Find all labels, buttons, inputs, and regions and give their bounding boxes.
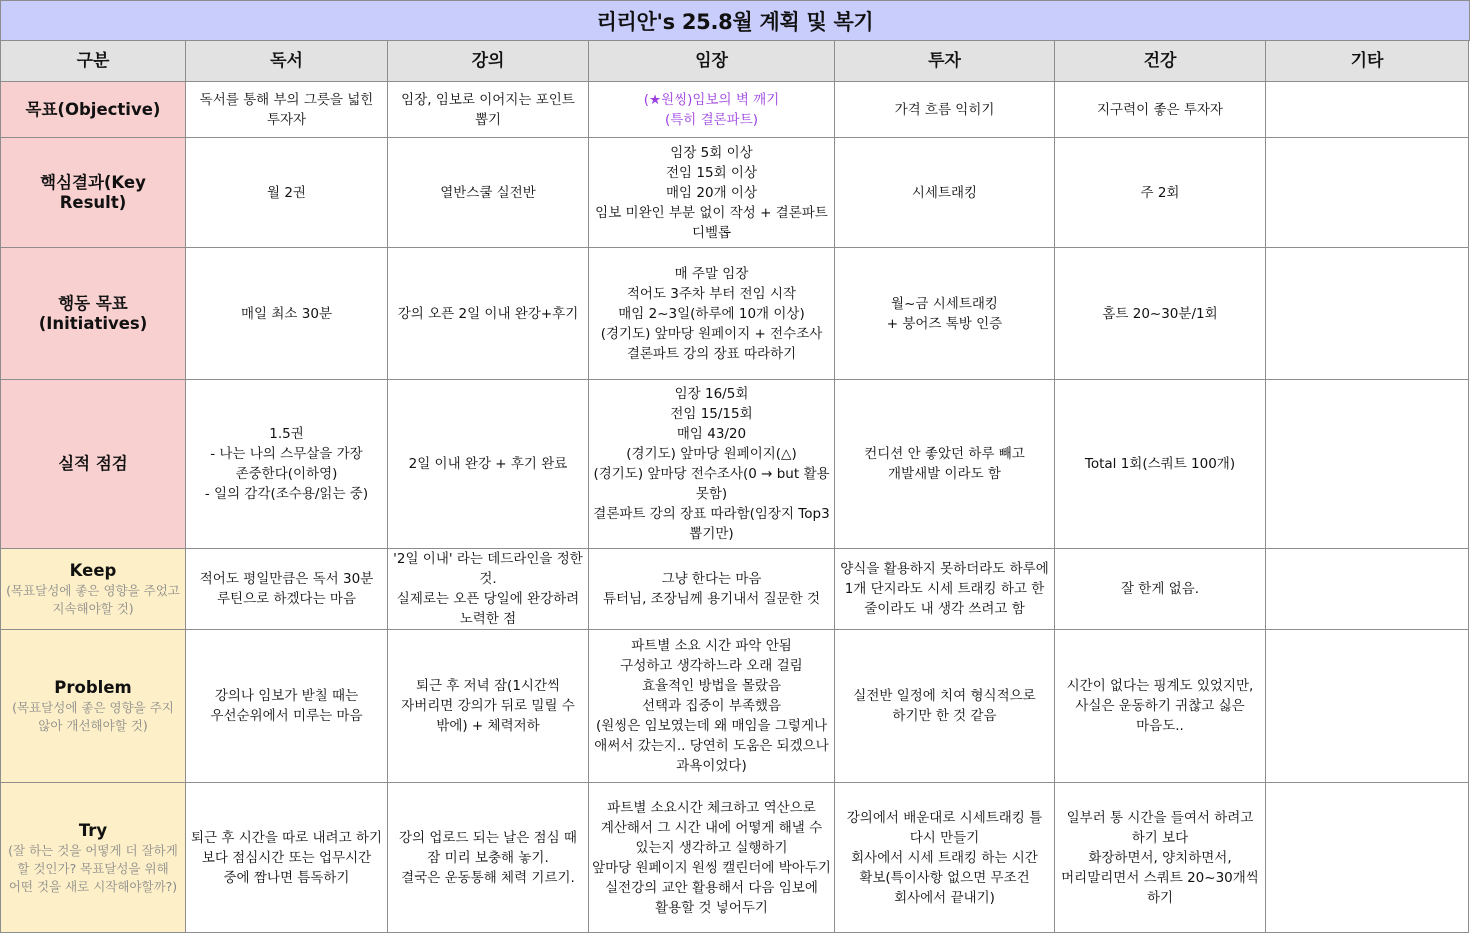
cell-initiatives-reading: 매일 최소 30분 [186,248,388,380]
row-objective [1,82,1469,138]
keep-label: Keep [69,561,117,580]
cell-initiatives-invest: 월~금 시세트래킹 + 붕어즈 톡방 인증 [835,248,1055,380]
cell-review-etc [1266,380,1469,549]
cell-objective-etc [1266,82,1469,138]
cell-try-etc [1266,783,1469,933]
row-try [1,783,1469,933]
cell-review-reading: 1.5권 - 나는 나의 스무살을 가장 존중한다(이하영) - 일의 감각(조수용/읽는 중) [186,380,388,549]
cell-review-lecture: 2일 이내 완강 + 후기 완료 [388,380,589,549]
cell-objective-reading: 독서를 통해 부의 그릇을 넓힌 투자자 [186,82,388,138]
cell-key-result-imjang: 임장 5회 이상 전임 15회 이상 매임 20개 이상 임보 미완인 부분 없이 작성 + 결론파트 디벨롭 [589,138,835,248]
row-header-objective: 목표(Objective) [1,82,186,138]
cell-try-health: 일부러 통 시간을 들여서 하려고 하기 보다 화장하면서, 양치하면서, 머리말리면서 스쿼트 20~30개씩 하기 [1055,783,1266,933]
header-invest: 투자 [835,41,1055,82]
cell-keep-reading: 적어도 평일만큼은 독서 30분 루틴으로 하겠다는 마음 [186,549,388,630]
row-initiatives [1,248,1469,380]
cell-objective-lecture: 임장, 임보로 이어지는 포인트 뽑기 [388,82,589,138]
page-title: 리리안's 25.8월 계획 및 복기 [0,0,1470,41]
cell-keep-lecture: '2일 이내' 라는 데드라인을 정한 것. 실제로는 오픈 당일에 완강하려 노력한 점 [388,549,589,630]
cell-try-invest: 강의에서 배운대로 시세트래킹 틀 다시 만들기 회사에서 시세 트래킹 하는 시간 확보(특이사항 없으면 무조건 회사에서 끝내기) [835,783,1055,933]
try-description: (잘 하는 것을 어떻게 더 잘하게 할 것인가? 목표달성을 위해 어떤 것을 새로 시작해야할까?) [8,842,178,894]
cell-problem-lecture: 퇴근 후 저녁 잠(1시간씩 자버리면 강의가 뒤로 밀릴 수 밖에) + 체력저하 [388,630,589,783]
cell-objective-invest: 가격 흐름 익히기 [835,82,1055,138]
cell-initiatives-etc [1266,248,1469,380]
row-header-problem [1,630,186,783]
cell-key-result-health: 주 2회 [1055,138,1266,248]
row-key-result [1,138,1469,248]
problem-label: Problem [54,678,132,697]
cell-initiatives-lecture: 강의 오픈 2일 이내 완강+후기 [388,248,589,380]
row-header-try [1,783,186,933]
header-etc: 기타 [1266,41,1469,82]
header-lecture: 강의 [388,41,589,82]
cell-keep-invest: 양식을 활용하지 못하더라도 하루에 1개 단지라도 시세 트래킹 하고 한 줄이라도 내 생각 쓰려고 함 [835,549,1055,630]
cell-try-reading: 퇴근 후 시간을 따로 내려고 하기 보다 점심시간 또는 업무시간 중에 짬나면 틈독하기 [186,783,388,933]
plan-review-table [0,40,1469,933]
cell-try-lecture: 강의 업로드 되는 날은 점심 때 잠 미리 보충해 놓기. 결국은 운동통해 체력 기르기. [388,783,589,933]
row-problem [1,630,1469,783]
cell-problem-etc [1266,630,1469,783]
header-category: 구분 [1,41,186,82]
row-header-review: 실적 점검 [1,380,186,549]
cell-key-result-reading: 월 2권 [186,138,388,248]
row-keep [1,549,1469,630]
header-imjang: 임장 [589,41,835,82]
cell-problem-imjang: 파트별 소요 시간 파악 안됨 구성하고 생각하느라 오래 걸림 효율적인 방법을 몰랐음 선택과 집중이 부족했음 (원씽은 임보였는데 왜 매임을 그렇게나 애써서 갔는지.. 당연히 도움은 되겠으나 과욕이었다) [589,630,835,783]
try-label: Try [78,820,108,840]
cell-objective-health: 지구력이 좋은 투자자 [1055,82,1266,138]
cell-try-imjang: 파트별 소요시간 체크하고 역산으로 계산해서 그 시간 내에 어떻게 해낼 수 있는지 생각하고 실행하기 앞마당 원페이지 원씽 캘린더에 박아두기 실전강의 교안 활용해서 다음 임보에 활용할 것 넣어두기 [589,783,835,933]
cell-initiatives-imjang: 매 주말 임장 적어도 3주차 부터 전임 시작 매임 2~3일(하루에 10개 이상) (경기도) 앞마당 원페이지 + 전수조사 결론파트 강의 장표 따라하기 [589,248,835,380]
problem-description: (목표달성에 좋은 영향을 주지 않아 개선해야할 것) [12,700,174,733]
cell-problem-reading: 강의나 임보가 받칠 때는 우선순위에서 미루는 마음 [186,630,388,783]
cell-key-result-etc [1266,138,1469,248]
row-header-keep [1,549,186,630]
row-review [1,380,1469,549]
cell-review-imjang: 임장 16/5회 전임 15/15회 매임 43/20 (경기도) 앞마당 원페이지(△) (경기도) 앞마당 전수조사(0 → but 활용 못함) 결론파트 강의 장표 따라함(임장지 Top3 뽑기만) [589,380,835,549]
cell-initiatives-health: 홈트 20~30분/1회 [1055,248,1266,380]
header-row [1,41,1469,82]
cell-problem-health: 시간이 없다는 핑계도 있었지만, 사실은 운동하기 귀찮고 싫은 마음도.. [1055,630,1266,783]
header-reading: 독서 [186,41,388,82]
cell-objective-imjang: (★원씽)임보의 벽 깨기 (특히 결론파트) [589,82,835,138]
row-header-initiatives: 행동 목표(Initiatives) [1,248,186,380]
row-header-key-result: 핵심결과(Key Result) [1,138,186,248]
cell-key-result-invest: 시세트래킹 [835,138,1055,248]
cell-key-result-lecture: 열반스쿨 실전반 [388,138,589,248]
cell-review-invest: 컨디션 안 좋았던 하루 빼고 개발새발 이라도 함 [835,380,1055,549]
keep-description: (목표달성에 좋은 영향을 주었고 지속해야할 것) [6,583,180,616]
cell-keep-imjang: 그냥 한다는 마음 튜터님, 조장님께 용기내서 질문한 것 [589,549,835,630]
cell-keep-etc [1266,549,1469,630]
header-health: 건강 [1055,41,1266,82]
cell-problem-invest: 실전반 일정에 치여 형식적으로 하기만 한 것 같음 [835,630,1055,783]
cell-keep-health: 잘 한게 없음. [1055,549,1266,630]
cell-review-health: Total 1회(스쿼트 100개) [1055,380,1266,549]
